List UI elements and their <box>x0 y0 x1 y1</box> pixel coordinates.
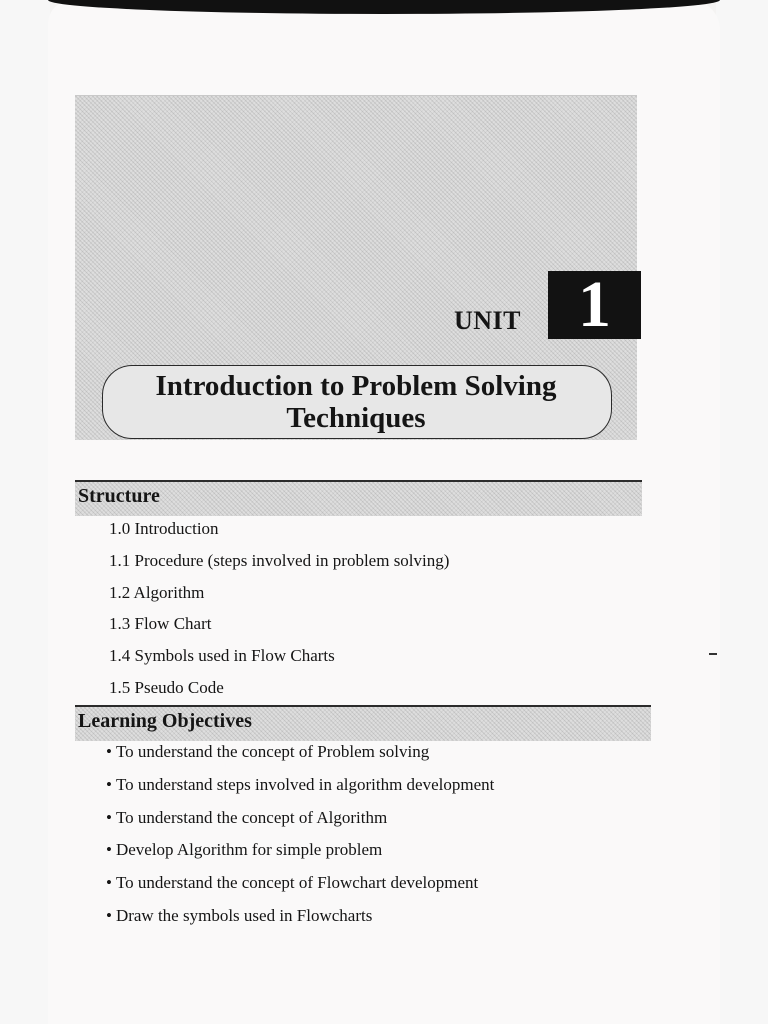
objective-item: • To understand the concept of Problem solving <box>106 741 494 774</box>
objectives-list <box>106 741 494 938</box>
chapter-title-line-2: Techniques <box>286 402 426 434</box>
unit-number-box <box>548 268 641 341</box>
objective-item: • To understand the concept of Flowchart development <box>106 872 494 905</box>
objective-item: • To understand steps involved in algorithm development <box>106 774 494 807</box>
objectives-section-bar <box>75 705 651 741</box>
structure-item: 1.3 Flow Chart <box>109 614 212 634</box>
chapter-title-line-1: Introduction to Problem Solving <box>155 370 557 402</box>
unit-label: UNIT <box>454 306 522 335</box>
chapter-title <box>104 370 608 434</box>
objectives-heading: Learning Objectives <box>78 710 252 732</box>
structure-section-bar <box>75 480 642 516</box>
unit-number: 1 <box>578 268 611 341</box>
objective-item: • Draw the symbols used in Flowcharts <box>106 905 494 938</box>
scan-margin-left <box>0 0 50 1024</box>
structure-item: 1.2 Algorithm <box>109 582 205 602</box>
structure-item: 1.5 Pseudo Code <box>109 677 224 697</box>
structure-item: 1.0 Introduction <box>109 519 219 538</box>
structure-heading: Structure <box>78 485 160 507</box>
scan-margin-right <box>716 0 768 1024</box>
structure-list <box>109 518 449 709</box>
structure-item: 1.4 Symbols used in Flow Charts <box>109 646 335 666</box>
objective-item: • Develop Algorithm for simple problem <box>106 839 494 872</box>
structure-item: 1.1 Procedure (steps involved in problem solving) <box>109 550 450 570</box>
page-mark <box>709 653 717 655</box>
objective-item: • To understand the concept of Algorithm <box>106 807 494 840</box>
